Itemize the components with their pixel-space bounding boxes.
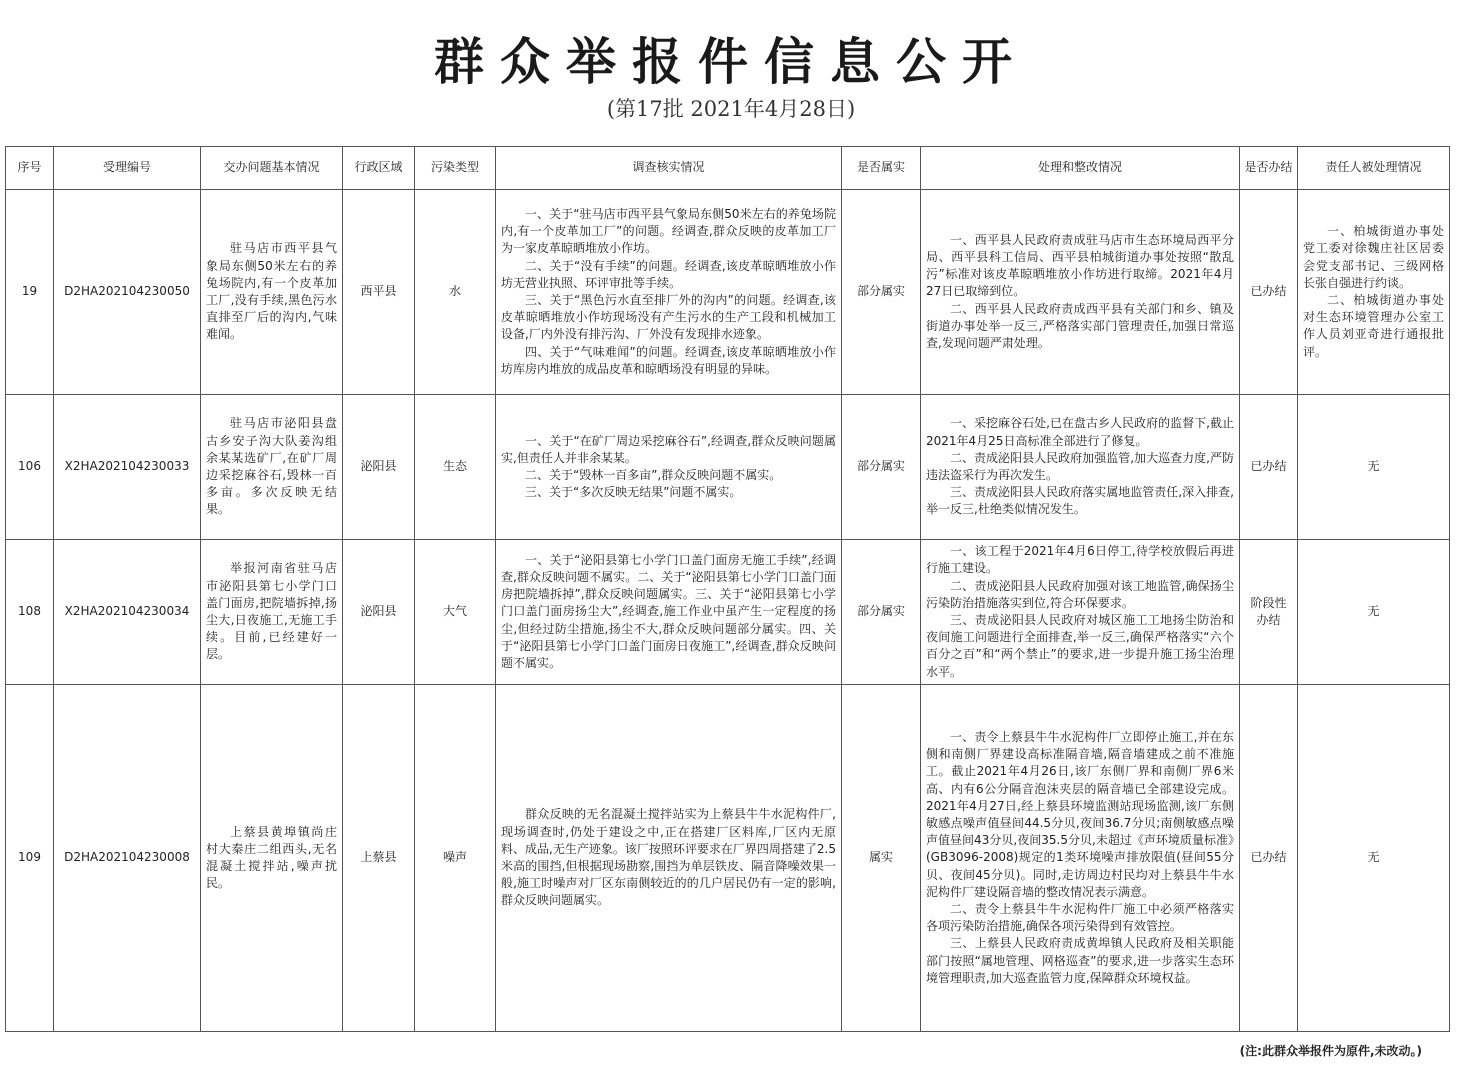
investigation-paragraph: 一、关于“驻马店市西平县气象局东侧50米左右的养兔场院内,有一个皮革加工厂”的问题。经调查,群众反映的皮革加工厂为一家皮革晾晒堆放小作坊。 xyxy=(501,206,836,256)
issue-text: 驻马店市西平县气象局东侧50米左右的养兔场院内,有一个皮革加工厂,没有手续,黑色污水直排至厂后的沟内,气味难闻。 xyxy=(206,241,337,342)
cell-pollution: 水 xyxy=(415,190,496,395)
issue-text: 驻马店市泌阳县盘古乡安子沟大队姜沟组余某某选矿厂,在矿厂周边采挖麻谷石,毁林一百多亩。多次反映无结果。 xyxy=(206,416,337,517)
cell-verified: 部分属实 xyxy=(842,190,921,395)
table-row xyxy=(6,190,1450,395)
cell-seq: 19 xyxy=(6,190,54,395)
investigation-paragraph: 四、关于“气味难闻”的问题。经调查,该皮革晾晒堆放小作坊库房内堆放的成品皮革和晾晒场没有明显的异味。 xyxy=(501,344,836,376)
cell-verified: 部分属实 xyxy=(842,540,921,685)
table-row xyxy=(6,540,1450,685)
investigation-paragraph: 二、关于“没有手续”的问题。经调查,该皮革晾晒堆放小作坊无营业执照、环评审批等手续。 xyxy=(501,258,836,290)
cell-closed: 已办结 xyxy=(1240,685,1298,1032)
cell-issue xyxy=(201,685,343,1032)
investigation-paragraph: 一、关于“在矿厂周边采挖麻谷石”,经调查,群众反映问题属实,但责任人并非余某某。 xyxy=(501,433,836,465)
handling-paragraph: 三、责成泌阳县人民政府对城区施工工地扬尘防治和夜间施工问题进行全面排查,举一反三,确保严格落实“六个百分之百”和“两个禁止”的要求,进一步提升施工扬尘治理水平。 xyxy=(926,613,1234,679)
cell-region: 上蔡县 xyxy=(343,685,415,1032)
table-row xyxy=(6,685,1450,1032)
cell-handling xyxy=(921,540,1240,685)
cell-pollution: 噪声 xyxy=(415,685,496,1032)
investigation-paragraph: 三、关于“黑色污水直至排厂外的沟内”的问题。经调查,该皮革晾晒堆放小作坊现场没有产生污水的生产工段和机械加工设备,厂内外没有排污沟、厂外没有发现排水迹象。 xyxy=(501,293,836,342)
header-closed: 是否办结 xyxy=(1240,147,1298,190)
cell-verified: 部分属实 xyxy=(842,395,921,540)
handling-paragraph: 一、采挖麻谷石处,已在盘古乡人民政府的监督下,截止2021年4月25日高标准全部进行了修复。 xyxy=(926,416,1234,448)
header-verified: 是否属实 xyxy=(842,147,921,190)
handling-paragraph: 二、责成泌阳县人民政府加强对该工地监管,确保扬尘污染防治措施落实到位,符合环保要求。 xyxy=(926,578,1234,610)
table-header-row xyxy=(6,147,1450,190)
handling-paragraph: 一、责令上蔡县牛牛水泥构件厂立即停止施工,并在东侧和南侧厂界建设高标准隔音墙,隔音墙建成之前不准施工。截止2021年4月26日,该厂东侧厂界和南侧厂界6米高、内有6公分隔音泡沫夹层的隔音墙已全部建设完成。2021年4月27日,经上蔡县环境监测站现场监测,该厂东侧敏感点噪声值昼间44.5分贝,夜间36.7分贝;南侧敏感点噪声值昼间43分贝,夜间35.5分贝,未超过《声环境质量标准》(GB3096-2008)规定的1类环境噪声排放限值(昼间55分贝、夜间45分贝)。同时,走访周边村民均对上蔡县牛牛水泥构件厂建设隔音墙的整改情况表示满意。 xyxy=(926,729,1234,899)
header-pollution: 污染类型 xyxy=(415,147,496,190)
handling-paragraph: 二、西平县人民政府责成西平县有关部门和乡、镇及街道办事处举一反三,严格落实部门管理责任,加强日常巡查,发现问题严肃处理。 xyxy=(926,301,1234,350)
handling-paragraph: 三、责成泌阳县人民政府落实属地监管责任,深入排查,举一反三,杜绝类似情况发生。 xyxy=(926,485,1234,517)
header-handling: 处理和整改情况 xyxy=(921,147,1240,190)
cell-accountability: 无 xyxy=(1298,685,1450,1032)
issue-text: 举报河南省驻马店市泌阳县第七小学门口盖门面房,把院墙拆掉,扬尘大,日夜施工,无施工手续。目前,已经建好一层。 xyxy=(206,561,337,662)
cell-region: 泌阳县 xyxy=(343,395,415,540)
handling-paragraph: 二、责成泌阳县人民政府加强监管,加大巡查力度,严防违法盗采行为再次发生。 xyxy=(926,450,1234,482)
handling-paragraph: 一、西平县人民政府责成驻马店市生态环境局西平分局、西平县科工信局、西平县柏城街道办事处按照“散乱污”标准对该皮革晾晒堆放小作坊进行取缔。2021年4月27日已取缔到位。 xyxy=(926,232,1234,299)
cell-issue xyxy=(201,540,343,685)
cell-closed: 阶段性办结 xyxy=(1240,540,1298,685)
accountability-paragraph: 一、柏城街道办事处党工委对徐魏庄社区居委会党支部书记、三级网格长张自强进行约谈。 xyxy=(1303,224,1444,290)
cell-region: 泌阳县 xyxy=(343,540,415,685)
investigation-paragraph: 一、关于“泌阳县第七小学门口盖门面房无施工手续”,经调查,群众反映问题不属实。二、关于“泌阳县第七小学门口盖门面房把院墙拆掉”,群众反映问题属实。三、关于“泌阳县第七小学门口盖门面房扬尘大”,经调查,施工作业中虽产生一定程度的扬尘,但经过防尘措施,扬尘不大,群众反映问题部分属实。四、关于“泌阳县第七小学门口盖门面房日夜施工”,经调查,群众反映问题不属实。 xyxy=(501,552,836,670)
header-region: 行政区域 xyxy=(343,147,415,190)
table-row xyxy=(6,395,1450,540)
handling-paragraph: 二、责令上蔡县牛牛水泥构件厂施工中必须严格落实各项污染防治措施,确保各项污染得到有效管控。 xyxy=(926,902,1234,934)
header-investigation: 调查核实情况 xyxy=(496,147,842,190)
cell-seq: 109 xyxy=(6,685,54,1032)
handling-paragraph: 一、该工程于2021年4月6日停工,待学校放假后再进行施工建设。 xyxy=(926,544,1234,576)
cell-region: 西平县 xyxy=(343,190,415,395)
cell-accountability: 无 xyxy=(1298,540,1450,685)
cell-code: D2HA202104230050 xyxy=(54,190,201,395)
report-table xyxy=(5,146,1450,1032)
issue-text: 上蔡县黄埠镇尚庄村大秦庄二组西头,无名混凝土搅拌站,噪声扰民。 xyxy=(206,824,337,891)
cell-accountability: 无 xyxy=(1298,395,1450,540)
cell-investigation xyxy=(496,190,842,395)
page-title: 群众举报件信息公开 xyxy=(434,32,1028,91)
investigation-paragraph: 群众反映的无名混凝土搅拌站实为上蔡县牛牛水泥构件厂,现场调查时,仍处于建设之中,正在搭建厂区料库,厂区内无原料、成品,无生产迹象。该厂按照环评要求在厂界四周搭建了2.5米高的围挡,但根据现场勘察,围挡为单层铁皮、隔音降噪效果一般,施工时噪声对厂区东南侧较近的的几户居民仍有一定的影响,群众反映问题属实。 xyxy=(501,807,836,908)
cell-seq: 108 xyxy=(6,540,54,685)
cell-issue xyxy=(201,395,343,540)
cell-issue xyxy=(201,190,343,395)
cell-closed: 已办结 xyxy=(1240,190,1298,395)
header-issue: 交办问题基本情况 xyxy=(201,147,343,190)
cell-pollution: 生态 xyxy=(415,395,496,540)
header-seq: 序号 xyxy=(6,147,54,190)
cell-pollution: 大气 xyxy=(415,540,496,685)
cell-handling xyxy=(921,190,1240,395)
cell-accountability xyxy=(1298,190,1450,395)
cell-closed: 已办结 xyxy=(1240,395,1298,540)
cell-investigation xyxy=(496,395,842,540)
cell-handling xyxy=(921,685,1240,1032)
cell-investigation xyxy=(496,685,842,1032)
cell-handling xyxy=(921,395,1240,540)
cell-code: D2HA202104230008 xyxy=(54,685,201,1032)
cell-code: X2HA202104230034 xyxy=(54,540,201,685)
handling-paragraph: 三、上蔡县人民政府责成黄埠镇人民政府及相关职能部门按照“属地管理、网格巡查”的要求,进一步落实生态环境管理职责,加大巡查监管力度,保障群众环境权益。 xyxy=(926,936,1234,985)
header-code: 受理编号 xyxy=(54,147,201,190)
investigation-paragraph: 三、关于“多次反映无结果”问题不属实。 xyxy=(525,485,742,500)
cell-investigation xyxy=(496,540,842,685)
investigation-paragraph: 二、关于“毁林一百多亩”,群众反映问题不属实。 xyxy=(525,468,782,482)
header-accountability: 责任人被处理情况 xyxy=(1298,147,1450,190)
page-subtitle: (第17批 2021年4月28日) xyxy=(606,97,856,121)
cell-seq: 106 xyxy=(6,395,54,540)
accountability-paragraph: 二、柏城街道办事处对生态环境管理办公室工作人员刘亚奇进行通报批评。 xyxy=(1303,293,1444,359)
footnote: (注:此群众举报件为原件,未改动。) xyxy=(1239,1044,1422,1058)
cell-code: X2HA202104230033 xyxy=(54,395,201,540)
cell-verified: 属实 xyxy=(842,685,921,1032)
